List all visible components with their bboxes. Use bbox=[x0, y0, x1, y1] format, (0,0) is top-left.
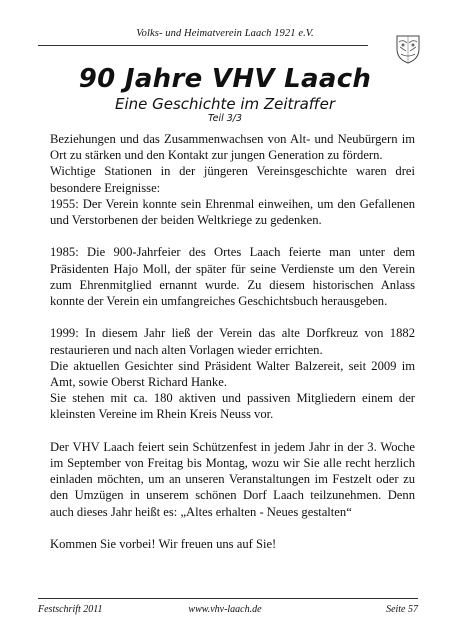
footer-page-number: Seite 57 bbox=[386, 604, 418, 615]
paragraph: Beziehungen und das Zusammenwachsen von Alt- und Neubürgern im Ort zu stärken und den Kontakt zur jungen Generation zu fördern. bbox=[50, 132, 415, 163]
part-indicator: Teil 3/3 bbox=[207, 113, 243, 124]
paragraph: 1985: Die 900-Jahrfeier des Ortes Laach feierte man unter dem Präsidenten Hajo Moll, der später für seine Verdienste um den Verein zum Ehrenmitglied ernannt wurde. Zu diesem historischen Anlass konnte der Verein ein umfangreiches Geschichtsbuch herausgeben. bbox=[50, 245, 415, 309]
footer-divider bbox=[38, 598, 418, 599]
coat-of-arms-icon bbox=[395, 33, 421, 65]
running-header: Volks- und Heimatverein Laach 1921 e.V. bbox=[136, 28, 314, 39]
paragraph: Der VHV Laach feiert sein Schützenfest in jedem Jahr in der 3. Woche im September von Freitag bis Montag, wozu wir Sie alle recht herzlich einladen möchten, um an unseren Veranstaltungen im Festzelt oder zu den Umzügen in unserem schönen Dorf Laach teilzunehmen. Denn auch dieses Jahr heißt es: „Altes erhalten - Neues gestalten“ bbox=[50, 439, 415, 519]
paragraph: 1955: Der Verein konnte sein Ehrenmal einweihen, um den Gefallenen und Verstorbenen der beiden Weltkriege zu gedenken. bbox=[50, 196, 415, 228]
paragraph: Wichtige Stationen in der jüngeren Vereinsgeschichte waren drei besondere Ereignisse: bbox=[50, 164, 415, 195]
footer-publication: Festschrift 2011 bbox=[38, 604, 103, 615]
paragraph: Sie stehen mit ca. 180 aktiven und passiven Mitgliedern einem der kleinsten Vereine im Rhein Kreis Neuss vor. bbox=[50, 391, 415, 422]
paragraph: Die aktuellen Gesichter sind Präsident Walter Balzereit, seit 2009 im Amt, sowie Oberst Richard Hanke. bbox=[50, 358, 415, 390]
paragraph: Kommen Sie vorbei! Wir freuen uns auf Sie! bbox=[50, 537, 277, 552]
paragraph: 1999: In diesem Jahr ließ der Verein das alte Dorfkreuz von 1882 restaurieren und nach alten Vorlagen wieder errichten. bbox=[50, 326, 415, 357]
page-title: 90 Jahre VHV Laach bbox=[78, 64, 372, 94]
footer-website: www.vhv-laach.de bbox=[188, 604, 262, 615]
header-divider bbox=[38, 45, 368, 46]
article-body bbox=[50, 131, 415, 552]
page-subtitle: Eine Geschichte im Zeitraffer bbox=[114, 95, 336, 113]
